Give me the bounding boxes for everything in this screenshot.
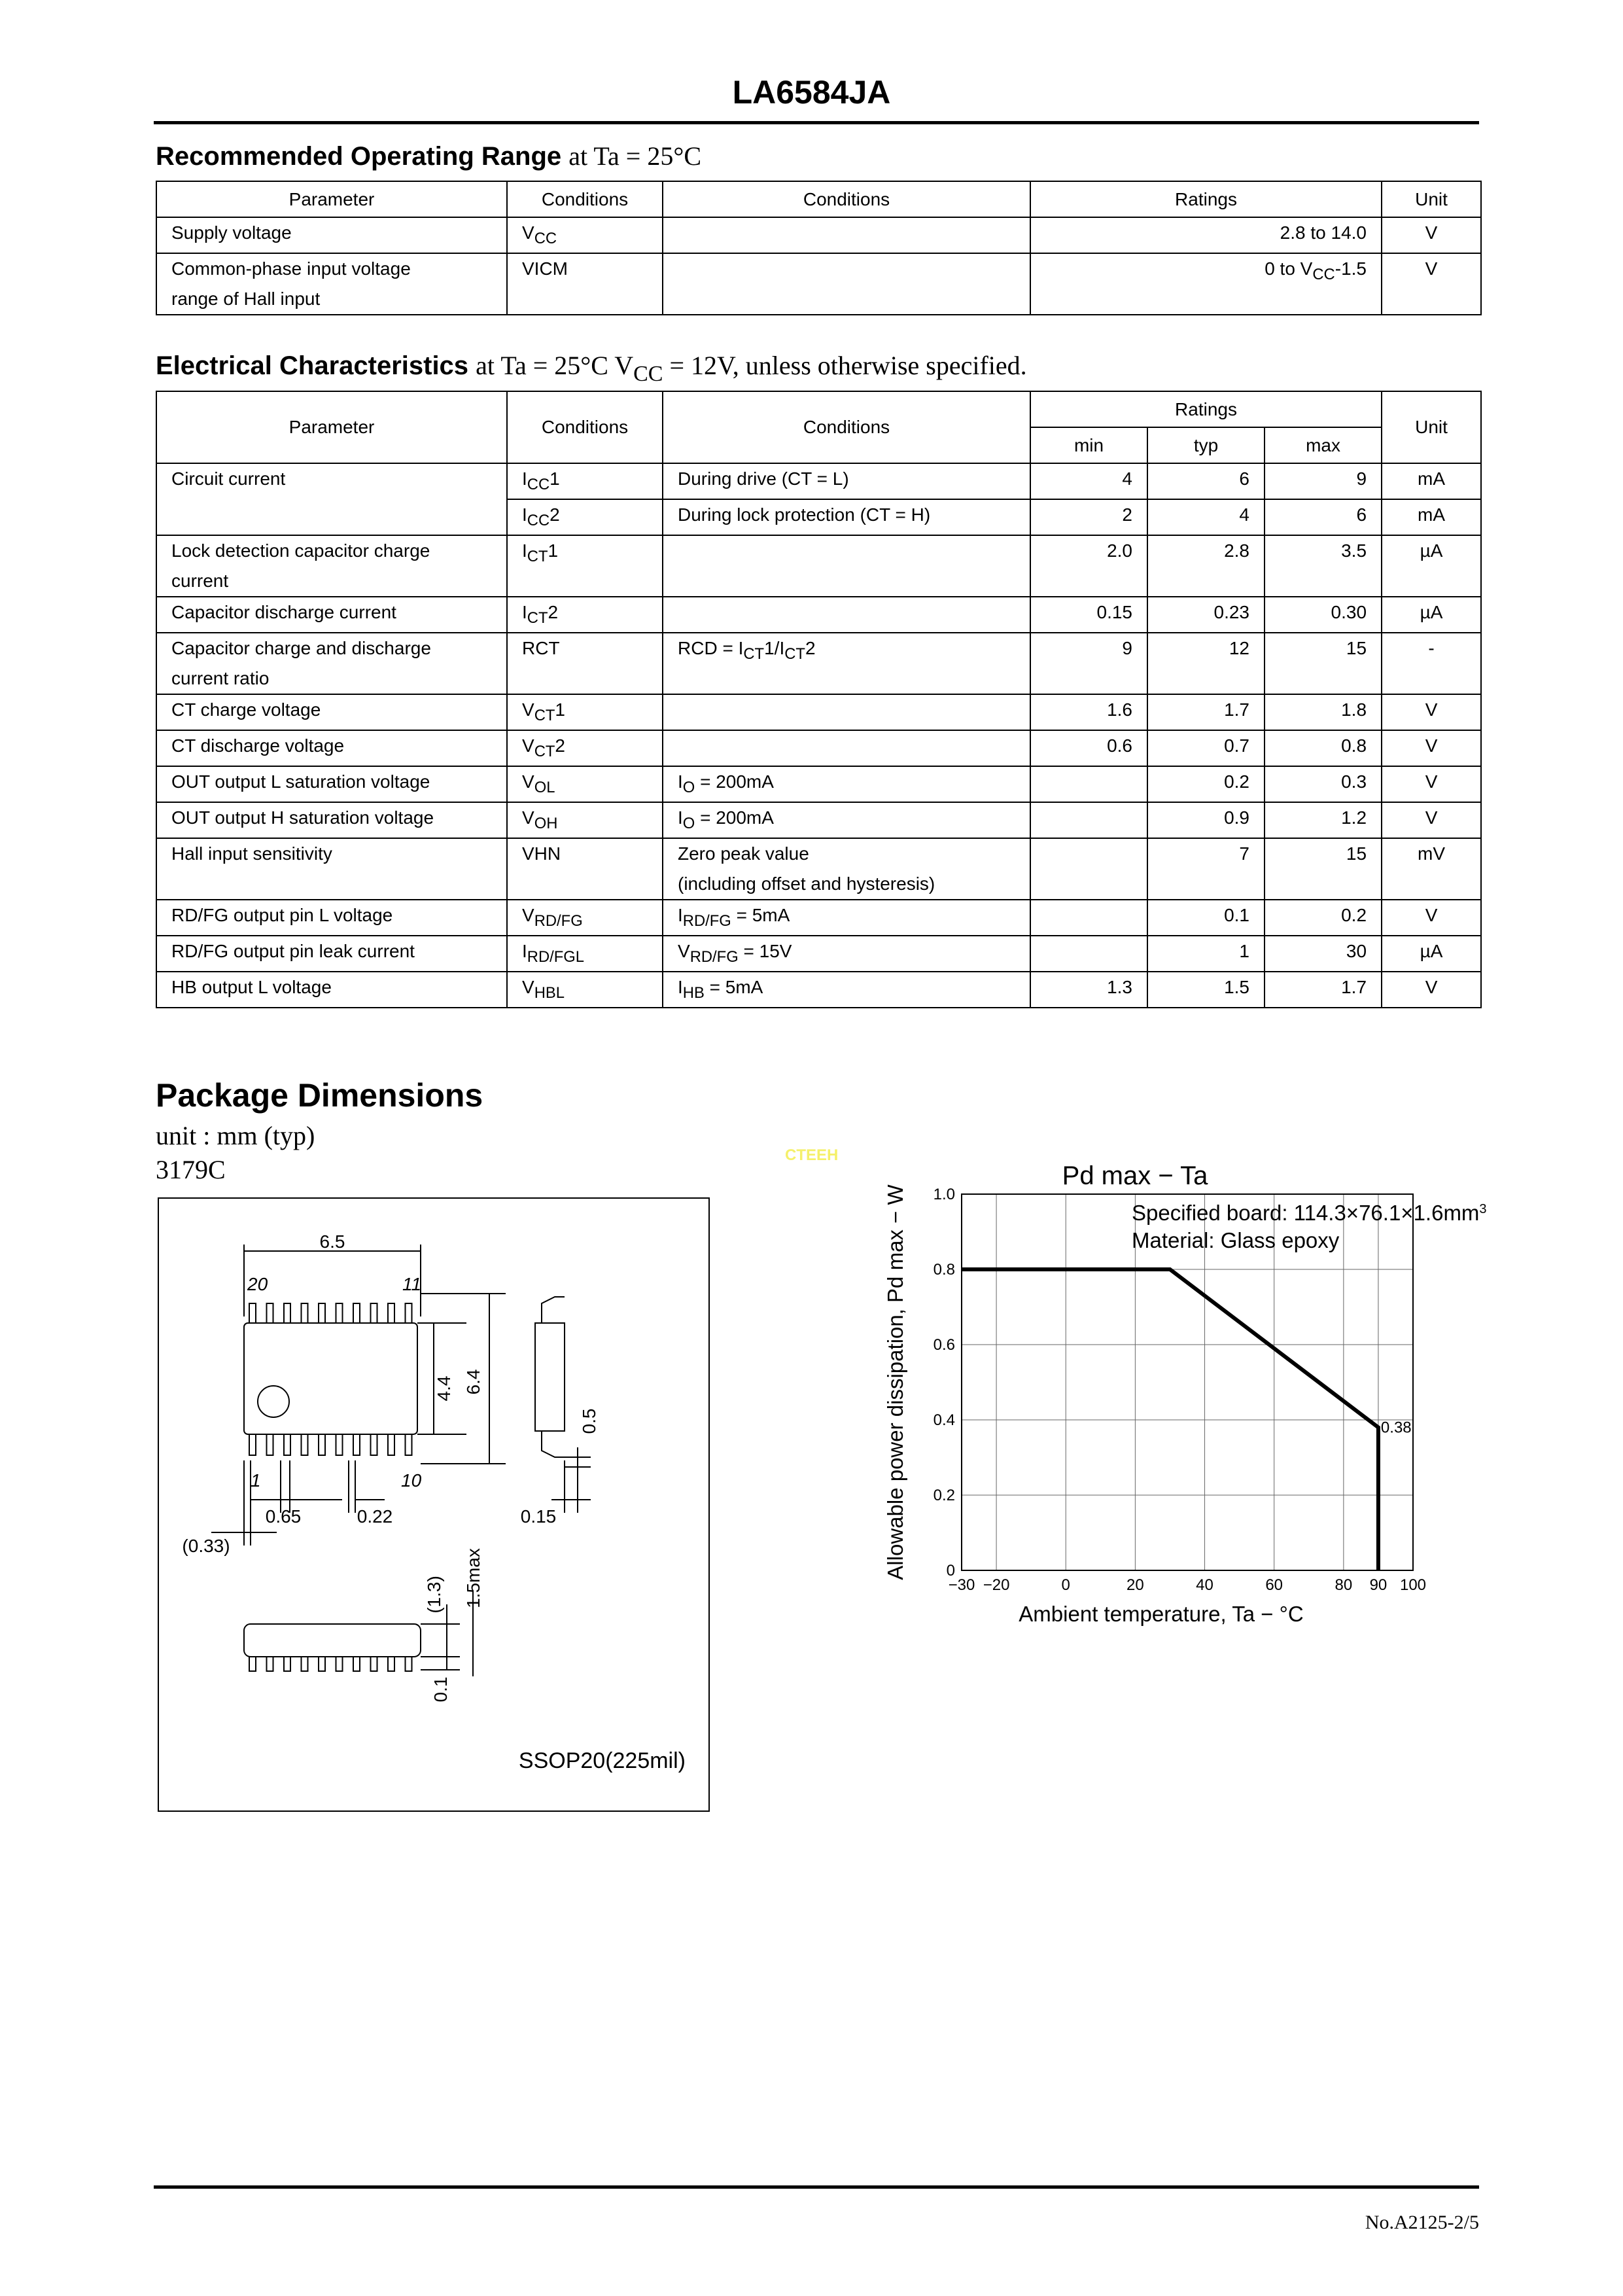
pin	[406, 1303, 412, 1323]
pin	[353, 1434, 360, 1455]
pin	[388, 1303, 394, 1323]
cell-unit: mA	[1382, 463, 1481, 499]
package-drawing-box	[158, 1197, 710, 1812]
pin	[371, 1657, 377, 1671]
x-tick-label: 0	[1061, 1576, 1070, 1594]
cell-symbol: $V_{CT}1$	[507, 694, 663, 730]
cell-unit: mA	[1382, 499, 1481, 535]
cell-min	[1030, 802, 1147, 838]
rec-range-heading	[156, 141, 701, 171]
y-axis-label: Allowable power dissipation, Pd max − W	[883, 1184, 907, 1580]
cell-param: Capacitor discharge current	[156, 597, 507, 633]
cell-min: 2.0	[1030, 535, 1147, 597]
dim-width: 6.5	[319, 1231, 345, 1252]
cell-unit: V	[1382, 900, 1481, 936]
data-label-0-38: 0.38	[1380, 1419, 1412, 1437]
cell-typ: 0.23	[1147, 597, 1265, 633]
col-parameter: Parameter	[156, 391, 507, 463]
pin	[371, 1303, 377, 1323]
col-min: min	[1030, 427, 1147, 463]
pin	[319, 1434, 325, 1455]
package-title: Package Dimensions	[156, 1077, 483, 1114]
pin	[284, 1303, 290, 1323]
page-number: No.A2125-2/5	[1365, 2212, 1479, 2233]
table-row	[156, 633, 1481, 694]
cell-param: RD/FG output pin L voltage	[156, 900, 507, 936]
cell-cond: $I_O = 200mA$	[663, 766, 1030, 802]
cell-cond: During lock protection (CT = H)	[663, 499, 1030, 535]
cell-symbol: RCT	[507, 633, 663, 694]
chart-title: Pd max − Ta	[1062, 1161, 1208, 1190]
cell-typ: 2.8	[1147, 535, 1265, 597]
cell-max: 0.3	[1265, 766, 1382, 802]
pin	[336, 1657, 343, 1671]
x-tick-label: 40	[1196, 1576, 1213, 1594]
cell-unit: V	[1382, 217, 1481, 253]
cell-typ: 0.9	[1147, 802, 1265, 838]
package-name: SSOP20(225mil)	[518, 1748, 686, 1773]
table-row	[156, 217, 1481, 253]
cell-param: Supply voltage	[156, 217, 507, 253]
pin	[249, 1303, 256, 1323]
cell-max: 15	[1265, 633, 1382, 694]
cell-param: OUT output L saturation voltage	[156, 766, 507, 802]
cell-cond	[663, 694, 1030, 730]
ic-body-top	[244, 1323, 417, 1434]
cell-symbol: $V_{RD/FG}$	[507, 900, 663, 936]
pin	[388, 1657, 394, 1671]
table-row	[156, 766, 1481, 802]
pins	[249, 1303, 412, 1671]
page-title: LA6584JA	[732, 74, 891, 111]
cell-symbol: $V_{HBL}$	[507, 972, 663, 1008]
pin	[319, 1657, 325, 1671]
pin-label-1: 1	[251, 1470, 261, 1491]
rec-range-cond: at Ta = 25°C	[568, 141, 702, 171]
cell-max: 30	[1265, 936, 1382, 972]
cell-symbol: $V_{CC}$	[507, 217, 663, 253]
cell-symbol: $I_{CC}1$	[507, 463, 663, 499]
pin	[302, 1434, 308, 1455]
col-parameter: Parameter	[156, 181, 507, 217]
table-row	[156, 838, 1481, 900]
y-tick-label: 0.8	[933, 1261, 955, 1279]
pin	[302, 1657, 308, 1671]
x-tick-label: 90	[1369, 1576, 1387, 1594]
cell-unit: V	[1382, 694, 1481, 730]
rec-range-title: Recommended Operating Range	[156, 142, 562, 171]
cell-unit: V	[1382, 972, 1481, 1008]
dim-thk: 0.15	[520, 1506, 557, 1527]
cell-typ: 0.1	[1147, 900, 1265, 936]
cell-symbol: VICM	[507, 253, 663, 315]
cell-max: 0.2	[1265, 900, 1382, 936]
pin	[406, 1434, 412, 1455]
x-tick-label: 100	[1399, 1576, 1427, 1594]
cell-cond	[663, 535, 1030, 597]
dim-side2: 1.5max	[463, 1548, 483, 1608]
dim-t: 0.5	[579, 1408, 599, 1434]
pin1-marker	[258, 1386, 289, 1417]
cell-max: 3.5	[1265, 535, 1382, 597]
dim-pitch: 0.65	[265, 1506, 302, 1527]
dim-h1: 4.4	[434, 1375, 454, 1402]
cell-max: 1.2	[1265, 802, 1382, 838]
cell-symbol: $I_{CT}2$	[507, 597, 663, 633]
cell-min	[1030, 936, 1147, 972]
cell-param: OUT output H saturation voltage	[156, 802, 507, 838]
cell-typ: 1	[1147, 936, 1265, 972]
pd-max-chart	[864, 1152, 1492, 1682]
col-conditions: Conditions	[663, 391, 1030, 463]
cell-cond: $I_{HB} = 5mA$	[663, 972, 1030, 1008]
cell-cond	[663, 730, 1030, 766]
pin	[371, 1434, 377, 1455]
cell-typ: 4	[1147, 499, 1265, 535]
col-max: max	[1265, 427, 1382, 463]
y-tick-label: 1.0	[933, 1186, 955, 1203]
col-unit: Unit	[1382, 391, 1481, 463]
x-tick-label: 20	[1126, 1576, 1144, 1594]
dim-side3: 0.1	[430, 1676, 451, 1703]
cell-symbol: $I_{CT}1$	[507, 535, 663, 597]
y-tick-label: 0.2	[933, 1487, 955, 1504]
cell-unit: V	[1382, 730, 1481, 766]
cell-param: CT charge voltage	[156, 694, 507, 730]
pin-label-10: 10	[401, 1470, 422, 1491]
table-row	[156, 936, 1481, 972]
x-axis-label: Ambient temperature, Ta − °C	[1019, 1602, 1304, 1626]
cell-min: 0.6	[1030, 730, 1147, 766]
package-drawing	[159, 1199, 708, 1810]
header-rule	[154, 121, 1479, 124]
table-row	[156, 802, 1481, 838]
cell-symbol: $V_{OH}$	[507, 802, 663, 838]
cell-max: 9	[1265, 463, 1382, 499]
pin	[388, 1434, 394, 1455]
cell-unit: µA	[1382, 936, 1481, 972]
cell-min: 0.15	[1030, 597, 1147, 633]
pin	[249, 1657, 256, 1671]
cell-typ: 6	[1147, 463, 1265, 499]
pin-label-11: 11	[402, 1274, 422, 1294]
cell-min: 2	[1030, 499, 1147, 535]
ic-body-end	[244, 1624, 421, 1657]
cell-typ: 1.5	[1147, 972, 1265, 1008]
cell-param: Hall input sensitivity	[156, 838, 507, 900]
elec-title: Electrical Characteristics	[156, 351, 469, 380]
cell-rating: 2.8 to 14.0	[1030, 217, 1382, 253]
col-ratings: Ratings	[1030, 391, 1382, 427]
cell-param: Lock detection capacitor charge current	[156, 535, 507, 597]
cell-cond: During drive (CT = L)	[663, 463, 1030, 499]
cell-max: 0.30	[1265, 597, 1382, 633]
cell-max: 1.8	[1265, 694, 1382, 730]
dim-side1: (1.3)	[424, 1576, 444, 1614]
dim-offset: (0.33)	[182, 1536, 230, 1556]
elec-heading	[156, 350, 1027, 387]
cell-unit: V	[1382, 766, 1481, 802]
pin	[267, 1303, 273, 1323]
cell-min: 1.3	[1030, 972, 1147, 1008]
cell-min	[1030, 900, 1147, 936]
col-typ: typ	[1147, 427, 1265, 463]
cell-cond: RCD = $I_{CT}1/I_{CT}2$	[663, 633, 1030, 694]
y-tick-label: 0	[946, 1562, 955, 1580]
elec-table	[156, 391, 1482, 1008]
cell-symbol: $V_{CT}2$	[507, 730, 663, 766]
cell-min	[1030, 766, 1147, 802]
pin	[249, 1434, 256, 1455]
cell-symbol: VHN	[507, 838, 663, 900]
cell-unit: mV	[1382, 838, 1481, 900]
cell-typ: 1.7	[1147, 694, 1265, 730]
cell-unit: µA	[1382, 597, 1481, 633]
table-row	[156, 253, 1481, 315]
cell-min	[1030, 838, 1147, 900]
pin	[406, 1657, 412, 1671]
dim-lead: 0.22	[357, 1506, 393, 1527]
cell-typ: 12	[1147, 633, 1265, 694]
package-unit: unit : mm (typ)	[156, 1121, 315, 1150]
x-tick-label: −20	[983, 1576, 1010, 1594]
pin	[284, 1434, 290, 1455]
cell-unit: V	[1382, 253, 1481, 315]
pin	[302, 1303, 308, 1323]
cell-min: 1.6	[1030, 694, 1147, 730]
cell-cond	[663, 253, 1030, 315]
table-row	[156, 730, 1481, 766]
cell-rating: 0 to $V_{CC}-1.5$	[1030, 253, 1382, 315]
cell-symbol: $I_{CC}2$	[507, 499, 663, 535]
x-tick-label: −30	[948, 1576, 975, 1594]
pin	[353, 1657, 360, 1671]
table-row	[156, 597, 1481, 633]
cell-max: 15	[1265, 838, 1382, 900]
cell-typ: 0.7	[1147, 730, 1265, 766]
dim-h2: 6.4	[463, 1369, 483, 1395]
cell-max: 1.7	[1265, 972, 1382, 1008]
cell-param: HB output L voltage	[156, 972, 507, 1008]
cell-symbol: $V_{OL}$	[507, 766, 663, 802]
cell-cond	[663, 597, 1030, 633]
col-unit: Unit	[1382, 181, 1481, 217]
watermark: CTEEH	[785, 1146, 839, 1164]
cell-cond	[663, 217, 1030, 253]
pin	[319, 1303, 325, 1323]
cell-cond: $I_O = 200mA$	[663, 802, 1030, 838]
pin	[353, 1303, 360, 1323]
cell-unit: -	[1382, 633, 1481, 694]
pin	[267, 1434, 273, 1455]
y-tick-label: 0.4	[933, 1411, 955, 1429]
cell-param: Circuit current	[156, 463, 507, 535]
cell-unit: V	[1382, 802, 1481, 838]
cell-typ: 0.2	[1147, 766, 1265, 802]
cell-typ: 7	[1147, 838, 1265, 900]
cell-cond: Zero peak value (including offset and hysteresis)	[663, 838, 1030, 900]
table-row	[156, 535, 1481, 597]
chart-annotation-board: Specified board: $114.3\times 76.1\times 1.6mm^3$	[1132, 1201, 1487, 1225]
pin	[267, 1657, 273, 1671]
cell-param: Capacitor charge and discharge current ratio	[156, 633, 507, 694]
col-ratings: Ratings	[1030, 181, 1382, 217]
cell-cond: $I_{RD/FG} = 5mA$	[663, 900, 1030, 936]
pin-label-20: 20	[247, 1274, 268, 1294]
footer-rule	[154, 2185, 1479, 2189]
table-row	[156, 463, 1481, 499]
col-conditions: Conditions	[663, 181, 1030, 217]
chart-annotation-material: Material: Glass epoxy	[1132, 1228, 1340, 1252]
col-conditions: Conditions	[507, 181, 663, 217]
x-tick-label: 60	[1265, 1576, 1283, 1594]
cell-unit: µA	[1382, 535, 1481, 597]
pin	[284, 1657, 290, 1671]
table-row	[156, 972, 1481, 1008]
cell-cond: $V_{RD/FG} = 15V$	[663, 936, 1030, 972]
x-tick-label: 80	[1335, 1576, 1353, 1594]
cell-min: 4	[1030, 463, 1147, 499]
cell-max: 6	[1265, 499, 1382, 535]
pin	[336, 1303, 343, 1323]
cell-param: RD/FG output pin leak current	[156, 936, 507, 972]
package-code: 3179C	[156, 1155, 226, 1184]
cell-max: 0.8	[1265, 730, 1382, 766]
cell-symbol: $I_{RD/FGL}$	[507, 936, 663, 972]
cell-min: 9	[1030, 633, 1147, 694]
rec-range-table	[156, 181, 1482, 315]
col-conditions: Conditions	[507, 391, 663, 463]
ic-body-side	[535, 1323, 565, 1431]
table-row	[156, 900, 1481, 936]
y-tick-label: 0.6	[933, 1336, 955, 1354]
pin	[336, 1434, 343, 1455]
cell-param: Common-phase input voltage range of Hall input	[156, 253, 507, 315]
elec-cond: at Ta = 25°C $V_{CC} = 12V$, unless otherwise specified.	[476, 351, 1027, 387]
table-row	[156, 694, 1481, 730]
cell-param: CT discharge voltage	[156, 730, 507, 766]
